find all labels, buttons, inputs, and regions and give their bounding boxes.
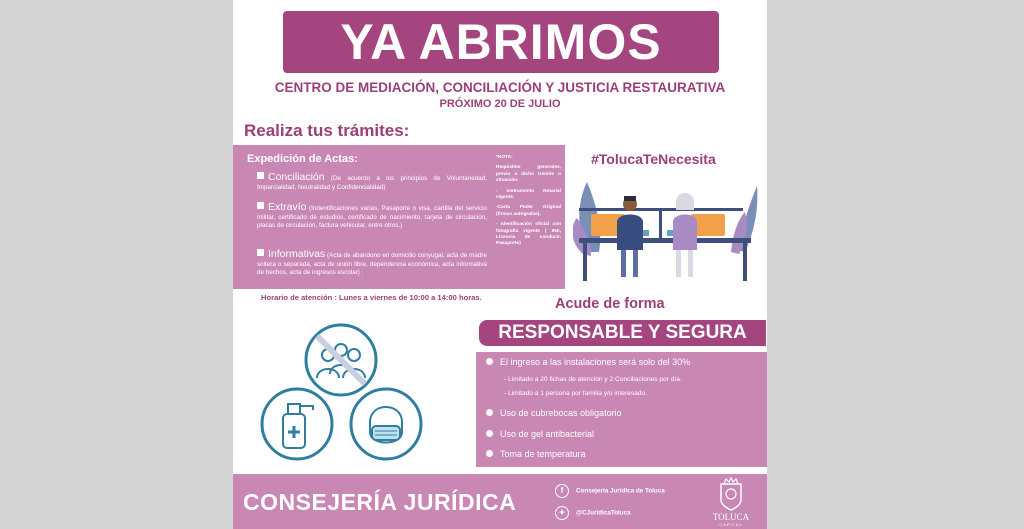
rule-capacity-limit: - Limitado a 20 fichas de atención y 2 Conciliaciones por día.: [504, 376, 682, 383]
act-desc: (Indentificaciones varias, Pasaporte o visa, cartilla del servicio militar, certificado de estudios, certificado de nacimiento, tarjeta de circulación, placas de circulación, factura vehicular, entre otros.): [257, 205, 487, 229]
facebook-link[interactable]: [555, 484, 665, 498]
headline-banner: YA ABRIMOS: [283, 11, 719, 73]
facebook-icon: f: [555, 484, 569, 498]
toluca-crest-icon: [705, 476, 757, 512]
twitter-handle: @CJuridicaToluca: [576, 509, 631, 517]
logo-name: TOLUCA: [712, 512, 750, 522]
note-line: Requisitos generales, previo a dicho trámite o situación.: [496, 165, 561, 184]
note-line: - Identificación oficial con fotografía vigente ( INE, Licencia de conducir, Pasaporte): [496, 222, 561, 247]
facebook-handle: Consejería Jurídica de Toluca: [576, 487, 665, 495]
twitter-link[interactable]: [555, 506, 631, 520]
note-line: - Instrumento Notarial vigente.: [496, 188, 561, 201]
office-workers-illustration: [573, 172, 759, 284]
act-desc: (De acuerdo a los principios de Voluntariedad, Imparcialidad, Neutralidad y Confidencialidad): [257, 175, 487, 191]
actas-panel: [233, 145, 565, 289]
rule-capacity-family: - Limitado a 1 persona por familia y/o interesado.: [504, 390, 647, 397]
sanitizer-icon: [259, 386, 335, 462]
requirements-note: [496, 155, 561, 252]
poster: [233, 0, 767, 529]
square-bullet-icon: [257, 172, 264, 179]
face-mask-icon: [348, 386, 424, 462]
act-item-informativas: [257, 249, 487, 278]
act-label: Extravío: [268, 201, 307, 213]
responsable-banner: RESPONSABLE Y SEGURA: [479, 320, 766, 346]
actas-title: Expedición de Actas:: [247, 153, 358, 165]
twitter-icon: ✦: [555, 506, 569, 520]
footer: [233, 474, 767, 529]
square-bullet-icon: [257, 249, 264, 256]
logo-sub: CAPITAL: [719, 522, 743, 527]
rule-capacity: El ingreso a las instalaciones será solo del 30%: [486, 357, 690, 367]
act-item-extravio: [257, 202, 487, 231]
footer-title: CONSEJERÍA JURÍDICA: [243, 489, 517, 515]
rule-mask: Uso de cubrebocas obligatorio: [486, 408, 622, 418]
safety-rules-panel: [476, 352, 767, 467]
act-desc: (Acta de abandono en domicilio conyugal, acta de madre soltera o separada, acta de unión libre, dependencia económica, acta informativa de hechos, acta de ingresos escolar) .: [257, 252, 487, 276]
square-bullet-icon: [257, 202, 264, 209]
act-label: Informativas: [268, 248, 326, 260]
rule-temperature: Toma de temperatura: [486, 449, 586, 459]
note-title: *NOTA:: [496, 155, 513, 160]
office-hours: Horario de atención : Lunes a viernes de 10:00 a 14:00 horas.: [261, 293, 482, 302]
toluca-logo: [705, 476, 757, 528]
center-name: CENTRO DE MEDIACIÓN, CONCILIACIÓN Y JUSTICIA RESTAURATIVA: [274, 80, 726, 95]
rule-gel: Uso de gel antibacterial: [486, 429, 594, 439]
act-item-conciliacion: [257, 172, 487, 192]
tramites-heading: Realiza tus trámites:: [244, 121, 410, 140]
hashtag: #TolucaTeNecesita: [591, 151, 716, 167]
note-line: -Carta Poder Original (firmas autógrafas).: [496, 205, 561, 217]
act-label: Conciliación: [268, 171, 325, 183]
acude-heading: Acude de forma: [555, 296, 665, 312]
opening-date: PRÓXIMO 20 DE JULIO: [439, 98, 561, 110]
